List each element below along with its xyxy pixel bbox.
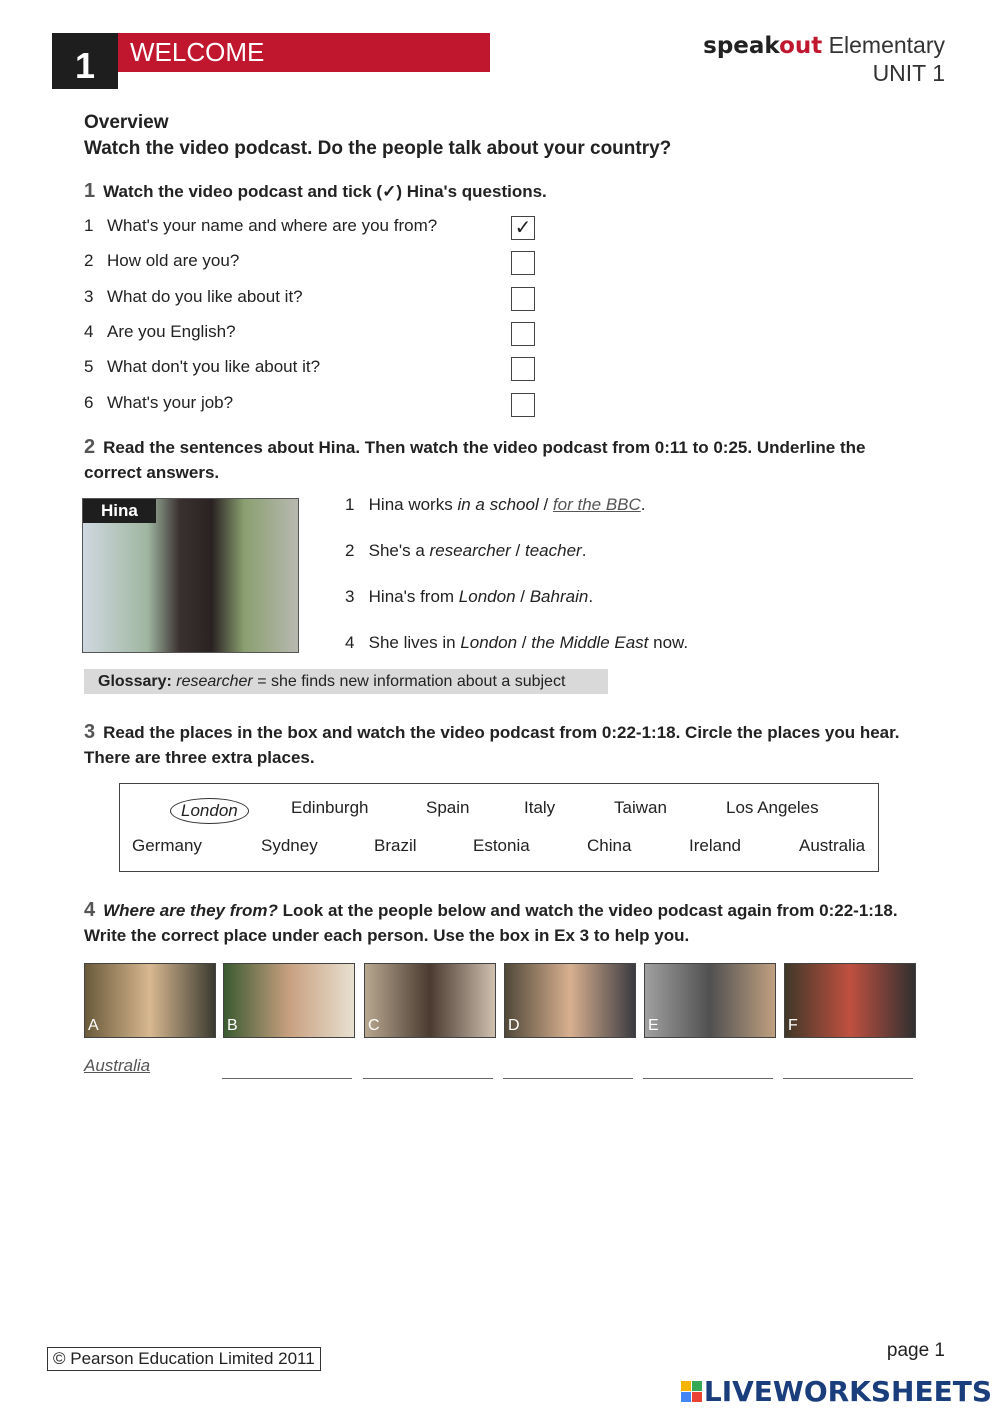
option-b[interactable]: for the BBC <box>552 495 641 514</box>
place-option[interactable]: Los Angeles <box>726 798 819 817</box>
tick-checkbox[interactable] <box>511 393 535 417</box>
tick-checkbox[interactable] <box>511 357 535 381</box>
question-item: 1 What's your name and where are you from? <box>84 216 438 235</box>
unit-title: WELCOME <box>118 33 490 72</box>
sentence-item: 1 Hina works in a school / for the BBC. <box>345 495 646 514</box>
photo-letter: A <box>88 1017 99 1034</box>
place-option[interactable]: Edinburgh <box>291 798 369 817</box>
places-box <box>119 783 879 872</box>
person-photo <box>644 963 776 1038</box>
photo-letter: F <box>788 1017 798 1034</box>
option-a[interactable]: in a school <box>457 495 539 514</box>
option-b[interactable]: teacher <box>524 541 582 560</box>
ex1-instruction: 1 Watch the video podcast and tick (✓) Hina's questions. <box>84 180 547 202</box>
unit-number: 1 <box>52 33 118 89</box>
ex3-instruction: 3 Read the places in the box and watch the video podcast from 0:22-1:18. Circle the places you hear. There are three extra places. <box>84 721 900 767</box>
sentence-item: 2 She's a researcher / teacher. <box>345 541 587 560</box>
place-option[interactable]: Spain <box>426 798 470 817</box>
photo-letter: C <box>368 1017 380 1034</box>
overview-subheading: Watch the video podcast. Do the people talk about your country? <box>84 138 672 159</box>
person-photo <box>504 963 636 1038</box>
person-photo <box>223 963 355 1038</box>
ex2-instruction: 2 Read the sentences about Hina. Then watch the video podcast from 0:11 to 0:25. Underline the correct answers. <box>84 436 866 482</box>
example-answer: Australia <box>84 1056 151 1075</box>
question-item: 6 What's your job? <box>84 392 234 412</box>
place-option[interactable]: Sydney <box>261 836 318 855</box>
photo-label: Hina <box>83 499 156 523</box>
ex4-instruction: 4 Where are they from? Look at the people below and watch the video podcast again from 0:22-1:18. Write the correct place under each person. Use the box in Ex 3 to help you. <box>84 899 898 945</box>
unit-label: UNIT 1 <box>872 60 945 86</box>
logo-icon <box>681 1381 702 1402</box>
tick-checkbox[interactable] <box>511 322 535 346</box>
option-a[interactable]: London <box>460 633 518 652</box>
answer-input[interactable] <box>222 1058 352 1079</box>
level: Elementary <box>828 32 945 58</box>
tick-checkbox[interactable] <box>511 287 535 311</box>
answer-input[interactable] <box>363 1058 493 1079</box>
place-option[interactable]: Estonia <box>473 836 530 855</box>
answer-input[interactable] <box>503 1058 633 1079</box>
place-option[interactable]: Italy <box>524 798 556 817</box>
liveworksheets-logo: LIVEWORKSHEETS <box>681 1375 992 1408</box>
brand-logo: speakout <box>703 33 823 59</box>
brand-block <box>703 32 945 87</box>
glossary: Glossary: researcher = she finds new information about a subject <box>84 669 608 694</box>
photo-letter: E <box>648 1017 659 1034</box>
option-b[interactable]: Bahrain <box>529 587 589 606</box>
person-photo <box>364 963 496 1038</box>
option-b[interactable]: the Middle East <box>531 633 649 652</box>
person-photo <box>784 963 916 1038</box>
answer-input[interactable] <box>643 1058 773 1079</box>
place-option[interactable]: London <box>170 798 249 824</box>
question-item: 4 Are you English? <box>84 321 236 341</box>
page-number: page 1 <box>886 1340 945 1361</box>
photo-letter: B <box>227 1017 238 1034</box>
person-photo <box>84 963 216 1038</box>
place-option[interactable]: China <box>587 836 632 855</box>
place-option[interactable]: Brazil <box>374 836 417 855</box>
question-item: 2 How old are you? <box>84 251 240 271</box>
copyright: © Pearson Education Limited 2011 <box>47 1347 321 1371</box>
place-option[interactable]: Germany <box>132 836 202 855</box>
question-item: 5 What don't you like about it? <box>84 357 321 377</box>
answer-input[interactable] <box>783 1058 913 1079</box>
overview-heading: Overview <box>84 112 169 133</box>
place-option[interactable]: Ireland <box>689 836 741 855</box>
sentence-item: 3 Hina's from London / Bahrain. <box>345 587 594 606</box>
option-a[interactable]: researcher <box>429 541 511 560</box>
option-a[interactable]: London <box>458 587 516 606</box>
question-item: 3 What do you like about it? <box>84 286 303 306</box>
tick-checkbox[interactable] <box>511 251 535 275</box>
place-option[interactable]: Taiwan <box>614 798 667 817</box>
tick-checkbox[interactable]: ✓ <box>511 216 535 240</box>
sentence-item: 4 She lives in London / the Middle East now. <box>345 633 689 652</box>
place-option[interactable]: Australia <box>799 836 866 855</box>
hina-photo <box>82 498 299 653</box>
photo-letter: D <box>508 1017 520 1034</box>
